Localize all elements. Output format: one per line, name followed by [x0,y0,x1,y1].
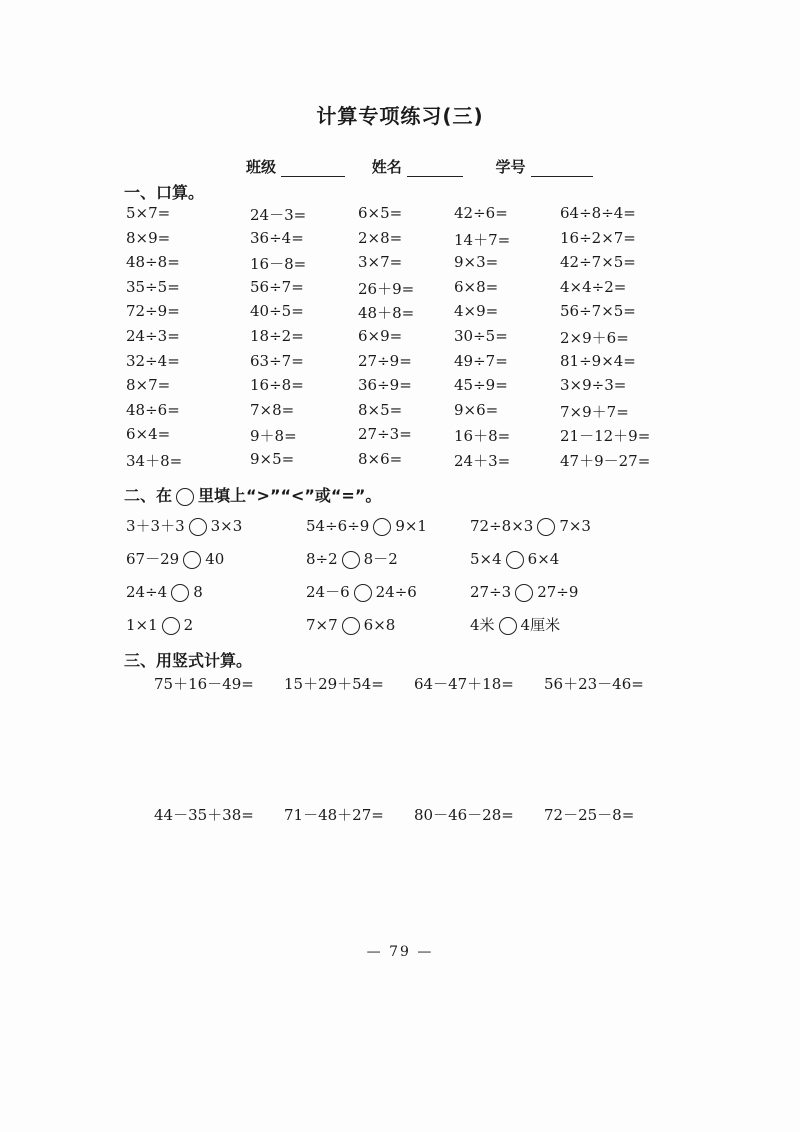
oral-problem: 24－3= [250,206,307,224]
compare-row [124,548,684,581]
answer-circle-icon[interactable] [515,584,533,602]
oral-problem: 36÷4= [250,228,304,247]
oral-row [126,229,686,254]
compare-problem [470,614,560,636]
oral-problem: 63÷7= [250,351,304,370]
oral-problem: 21－12＋9= [560,427,651,446]
oral-row [126,401,686,426]
compare-left: 24÷4 [126,583,168,601]
section2-heading [124,483,381,506]
oral-problem: 32÷4= [126,351,180,370]
oral-problem: 49÷7= [454,351,508,370]
compare-problem [470,581,578,603]
oral-row [126,425,686,450]
oral-problem: 56÷7×5= [560,302,636,321]
oral-row [126,253,686,278]
answer-circle-icon[interactable] [506,551,524,569]
compare-right: 27÷9 [537,583,579,601]
compare-right: 6×8 [363,616,396,634]
oral-problem: 35÷5= [126,277,180,296]
oral-row [126,327,686,352]
oral-problem: 8×6= [358,449,403,468]
oral-problem: 48÷8= [126,253,180,272]
compare-right: 40 [205,550,225,568]
section1-heading: 一、口算。 [124,183,205,202]
oral-problem: 6×8= [454,277,499,296]
compare-right: 8 [193,583,203,601]
compare-left: 5×4 [470,550,502,568]
oral-calc-grid [126,204,686,475]
compare-problem [126,515,242,537]
oral-problem: 8×5= [358,400,403,419]
vertical-calc-problem: 80－46－28= [414,806,514,824]
oral-problem: 4×4÷2= [560,277,627,296]
vertical-calc-row [124,673,684,697]
compare-grid [124,515,684,647]
compare-left: 1×1 [126,616,158,634]
vertical-calc-problem: 64－47＋18= [414,675,514,693]
compare-left: 7×7 [306,616,338,634]
compare-left: 54÷6÷9 [306,517,370,535]
oral-problem: 2×9＋6= [560,328,629,347]
compare-problem [306,515,427,537]
oral-problem: 3×7= [358,253,403,272]
oral-problem: 42÷7×5= [560,253,636,272]
oral-problem: 18÷2= [250,326,304,345]
compare-problem [470,515,591,537]
compare-right: 24÷6 [375,583,417,601]
answer-circle-icon[interactable] [342,551,360,569]
oral-problem: 16－8= [250,255,307,274]
compare-left: 8÷2 [306,550,338,568]
oral-problem: 9＋8= [250,427,297,446]
answer-circle-icon[interactable] [183,551,201,569]
oral-problem: 9×5= [250,449,295,468]
oral-problem: 2×8= [358,228,403,247]
compare-left: 3＋3＋3 [126,517,185,535]
vertical-calc-problem: 72－25－8= [544,806,635,824]
oral-problem: 16÷2×7= [560,228,636,247]
oral-problem: 9×3= [454,253,499,272]
oral-problem: 42÷6= [454,204,508,222]
section2-heading-prefix: 二、在 [124,486,173,505]
page-title: 计算专项练习(三) [316,104,484,128]
oral-problem: 24÷3= [126,326,180,345]
answer-circle-icon[interactable] [342,617,360,635]
class-blank[interactable] [281,160,345,177]
answer-circle-icon[interactable] [162,617,180,635]
oral-problem: 8×7= [126,376,171,395]
oral-problem: 56÷7= [250,277,304,296]
oral-problem: 14＋7= [454,230,511,249]
name-blank[interactable] [407,160,463,177]
vertical-calc-problem: 15＋29＋54= [284,675,384,693]
oral-problem: 7×8= [250,400,295,419]
compare-left: 27÷3 [470,583,512,601]
vertical-calc-row [124,804,684,828]
oral-problem: 27÷9= [358,351,412,370]
number-blank[interactable] [531,160,593,177]
oral-problem: 24＋3= [454,451,511,470]
answer-circle-icon[interactable] [354,584,372,602]
oral-row [126,352,686,377]
circle-icon [176,488,194,506]
vertical-calc-problem: 44－35＋38= [154,806,254,824]
oral-problem: 9×6= [454,400,499,419]
answer-circle-icon[interactable] [373,518,391,536]
answer-circle-icon[interactable] [537,518,555,536]
oral-problem: 4×9= [454,302,499,321]
compare-problem [306,581,417,603]
oral-problem: 16÷8= [250,376,304,395]
oral-problem: 36÷9= [358,376,412,395]
compare-left: 72÷8×3 [470,517,534,535]
oral-problem: 5×7= [126,204,171,222]
oral-problem: 6×5= [358,204,403,222]
oral-problem: 64÷8÷4= [560,204,636,222]
compare-left: 4米 [470,616,495,634]
oral-problem: 45÷9= [454,376,508,395]
oral-problem: 34＋8= [126,451,183,470]
vertical-calc-problem: 75＋16－49= [154,675,254,693]
compare-row [124,581,684,614]
compare-right: 7×3 [559,517,591,535]
oral-row [126,204,686,229]
answer-circle-icon[interactable] [189,518,207,536]
oral-problem: 72÷9= [126,302,180,321]
compare-right: 8－2 [363,550,398,568]
oral-problem: 16＋8= [454,427,511,446]
answer-circle-icon[interactable] [171,584,189,602]
compare-right: 3×3 [210,517,243,535]
oral-problem: 6×4= [126,425,171,444]
oral-problem: 8×9= [126,228,171,247]
vertical-calc-problem: 71－48＋27= [284,806,384,824]
compare-left: 67－29 [126,550,180,568]
compare-problem [126,548,224,570]
student-info-line [246,156,593,177]
oral-problem: 26＋9= [358,279,415,298]
oral-problem: 6×9= [358,326,403,345]
oral-problem: 48＋8= [358,304,415,323]
compare-problem [306,548,398,570]
oral-problem: 27÷3= [358,425,412,444]
section2-heading-suffix: 里填上“>”“<”或“=”。 [198,486,382,505]
oral-problem: 3×9÷3= [560,376,627,395]
oral-row [126,278,686,303]
oral-problem: 47＋9－27= [560,451,651,470]
number-label: 学号 [495,158,526,176]
page-number: — 79 — [366,944,434,960]
compare-problem [470,548,559,570]
compare-problem [126,614,193,636]
oral-problem: 7×9＋7= [560,402,629,421]
section3-heading: 三、用竖式计算。 [124,651,253,670]
compare-right: 4厘米 [520,616,561,634]
compare-row [124,515,684,548]
name-label: 姓名 [371,158,402,176]
compare-right: 6×4 [527,550,560,568]
compare-problem [306,614,395,636]
vertical-calc-problem: 56＋23－46= [544,675,644,693]
compare-row [124,614,684,647]
oral-problem: 30÷5= [454,326,508,345]
compare-right: 2 [183,616,194,634]
compare-problem [126,581,203,603]
oral-row [126,376,686,401]
oral-problem: 81÷9×4= [560,351,636,370]
answer-circle-icon[interactable] [499,617,517,635]
class-label: 班级 [246,158,277,176]
oral-problem: 40÷5= [250,302,304,321]
oral-row [126,302,686,327]
compare-right: 9×1 [395,517,427,535]
oral-row [126,450,686,475]
oral-problem: 48÷6= [126,400,180,419]
compare-left: 24－6 [306,583,350,601]
